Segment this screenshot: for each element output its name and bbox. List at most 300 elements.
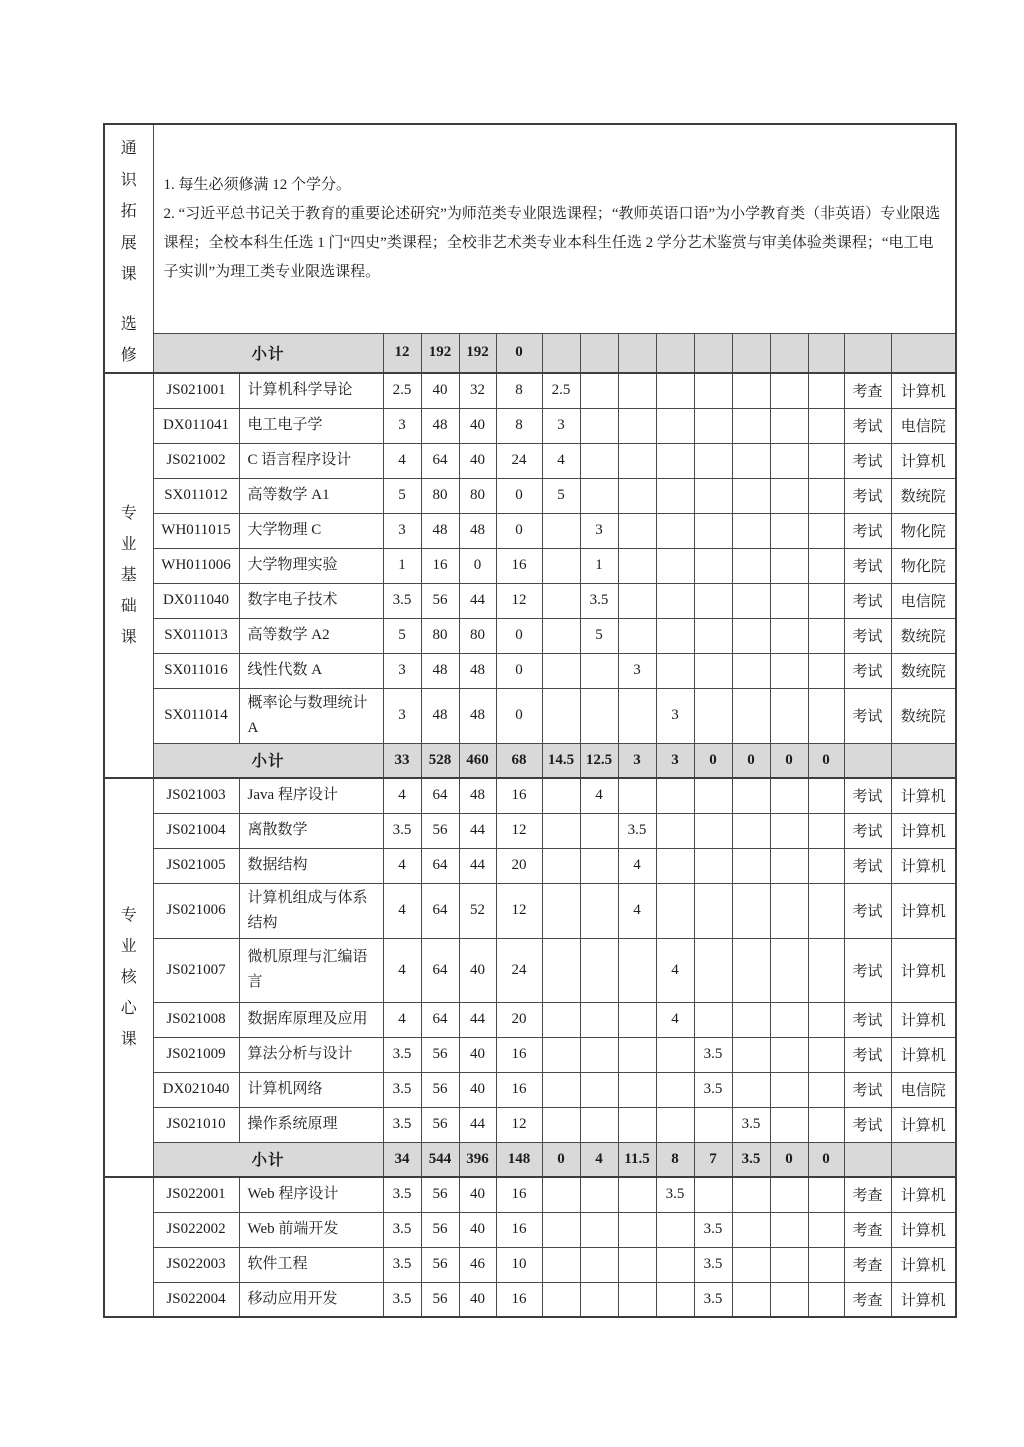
assessment-method: 考查 bbox=[844, 1282, 891, 1317]
subtotal-theory-hours: 460 bbox=[459, 743, 496, 778]
course-name: 数据库原理及应用 bbox=[239, 1002, 383, 1037]
credits: 4 bbox=[383, 443, 421, 478]
offering-unit: 计算机 bbox=[891, 1037, 956, 1072]
semester-3: 4 bbox=[618, 883, 656, 938]
semester-5 bbox=[694, 848, 732, 883]
total-hours: 56 bbox=[421, 1037, 459, 1072]
course-code: SX011013 bbox=[153, 618, 239, 653]
semester-5 bbox=[694, 778, 732, 813]
semester-5 bbox=[694, 1002, 732, 1037]
semester-2 bbox=[580, 1212, 618, 1247]
semester-4 bbox=[656, 548, 694, 583]
total-hours: 80 bbox=[421, 478, 459, 513]
semester-1 bbox=[542, 883, 580, 938]
lab-hours: 16 bbox=[496, 1212, 542, 1247]
notes-cell bbox=[153, 124, 956, 333]
semester-3 bbox=[618, 1212, 656, 1247]
semester-4 bbox=[656, 618, 694, 653]
semester-2 bbox=[580, 408, 618, 443]
semester-2: 4 bbox=[580, 778, 618, 813]
subtotal-semester-4: 8 bbox=[656, 1142, 694, 1177]
subtotal-semester-5: 0 bbox=[694, 743, 732, 778]
semester-4: 3 bbox=[656, 688, 694, 743]
subtotal-semester-5 bbox=[694, 333, 732, 373]
course-name: 概率论与数理统计A bbox=[239, 688, 383, 743]
subtotal-credits: 12 bbox=[383, 333, 421, 373]
semester-6 bbox=[732, 653, 770, 688]
semester-2 bbox=[580, 1282, 618, 1317]
semester-2 bbox=[580, 1072, 618, 1107]
category-char: 业 bbox=[120, 536, 137, 553]
semester-4 bbox=[656, 813, 694, 848]
subtotal-semester-8 bbox=[808, 333, 844, 373]
course-name: 计算机科学导论 bbox=[239, 373, 383, 408]
semester-2: 3.5 bbox=[580, 583, 618, 618]
offering-unit: 计算机 bbox=[891, 373, 956, 408]
assessment-method: 考试 bbox=[844, 813, 891, 848]
semester-6 bbox=[732, 513, 770, 548]
course-code: SX011016 bbox=[153, 653, 239, 688]
semester-4 bbox=[656, 653, 694, 688]
theory-hours: 44 bbox=[459, 1107, 496, 1142]
semester-5 bbox=[694, 373, 732, 408]
semester-7 bbox=[770, 1247, 808, 1282]
semester-4 bbox=[656, 443, 694, 478]
subtotal-unit bbox=[891, 333, 956, 373]
subtotal-semester-1: 0 bbox=[542, 1142, 580, 1177]
course-code: DX011040 bbox=[153, 583, 239, 618]
semester-5 bbox=[694, 618, 732, 653]
subtotal-theory-hours: 192 bbox=[459, 333, 496, 373]
category-char: 专 bbox=[120, 907, 137, 924]
total-hours: 56 bbox=[421, 1247, 459, 1282]
semester-8 bbox=[808, 1177, 844, 1212]
course-name: 线性代数 A bbox=[239, 653, 383, 688]
offering-unit: 物化院 bbox=[891, 513, 956, 548]
semester-6 bbox=[732, 548, 770, 583]
semester-6 bbox=[732, 583, 770, 618]
category-professional-core bbox=[104, 778, 153, 1177]
course-code: WH011006 bbox=[153, 548, 239, 583]
course-code: JS022001 bbox=[153, 1177, 239, 1212]
subtotal-assessment bbox=[844, 1142, 891, 1177]
theory-hours: 0 bbox=[459, 548, 496, 583]
semester-3 bbox=[618, 1072, 656, 1107]
semester-8 bbox=[808, 1282, 844, 1317]
semester-2: 5 bbox=[580, 618, 618, 653]
category-char: 修 bbox=[120, 347, 137, 365]
semester-6 bbox=[732, 1002, 770, 1037]
subtotal-unit bbox=[891, 743, 956, 778]
semester-6 bbox=[732, 883, 770, 938]
credits: 4 bbox=[383, 848, 421, 883]
category-char: 展 bbox=[120, 234, 137, 252]
semester-3 bbox=[618, 1002, 656, 1037]
semester-6 bbox=[732, 938, 770, 1002]
semester-7 bbox=[770, 1282, 808, 1317]
total-hours: 48 bbox=[421, 653, 459, 688]
semester-1 bbox=[542, 1282, 580, 1317]
assessment-method: 考试 bbox=[844, 848, 891, 883]
subtotal-semester-7: 0 bbox=[770, 743, 808, 778]
category-label-top bbox=[121, 133, 137, 291]
theory-hours: 52 bbox=[459, 883, 496, 938]
credits: 4 bbox=[383, 938, 421, 1002]
lab-hours: 0 bbox=[496, 653, 542, 688]
subtotal-label: 小计 bbox=[153, 743, 383, 778]
offering-unit: 计算机 bbox=[891, 938, 956, 1002]
offering-unit: 计算机 bbox=[891, 778, 956, 813]
credits: 5 bbox=[383, 618, 421, 653]
course-name: 计算机网络 bbox=[239, 1072, 383, 1107]
semester-2 bbox=[580, 1002, 618, 1037]
subtotal-semester-3 bbox=[618, 333, 656, 373]
course-name: 操作系统原理 bbox=[239, 1107, 383, 1142]
category-char: 基 bbox=[120, 567, 137, 584]
semester-8 bbox=[808, 848, 844, 883]
total-hours: 56 bbox=[421, 1212, 459, 1247]
semester-4: 4 bbox=[656, 938, 694, 1002]
lab-hours: 0 bbox=[496, 688, 542, 743]
semester-7 bbox=[770, 1212, 808, 1247]
total-hours: 64 bbox=[421, 778, 459, 813]
semester-2 bbox=[580, 1107, 618, 1142]
category-label-bottom bbox=[121, 309, 137, 372]
course-row bbox=[104, 1247, 956, 1282]
total-hours: 48 bbox=[421, 688, 459, 743]
semester-7 bbox=[770, 618, 808, 653]
curriculum-table bbox=[103, 123, 957, 1318]
course-row bbox=[104, 813, 956, 848]
semester-7 bbox=[770, 1002, 808, 1037]
semester-8 bbox=[808, 548, 844, 583]
subtotal-theory-hours: 396 bbox=[459, 1142, 496, 1177]
lab-hours: 12 bbox=[496, 883, 542, 938]
offering-unit: 计算机 bbox=[891, 1177, 956, 1212]
total-hours: 56 bbox=[421, 583, 459, 618]
category-vertical-label bbox=[105, 900, 153, 1055]
credits: 5 bbox=[383, 478, 421, 513]
subtotal-semester-4 bbox=[656, 333, 694, 373]
semester-2 bbox=[580, 1247, 618, 1282]
total-hours: 64 bbox=[421, 1002, 459, 1037]
semester-3 bbox=[618, 373, 656, 408]
credits: 4 bbox=[383, 778, 421, 813]
semester-8 bbox=[808, 653, 844, 688]
course-code: JS022004 bbox=[153, 1282, 239, 1317]
total-hours: 56 bbox=[421, 1282, 459, 1317]
credits: 3.5 bbox=[383, 1177, 421, 1212]
assessment-method: 考试 bbox=[844, 778, 891, 813]
lab-hours: 0 bbox=[496, 618, 542, 653]
course-code: JS022002 bbox=[153, 1212, 239, 1247]
course-row bbox=[104, 618, 956, 653]
semester-3: 3.5 bbox=[618, 813, 656, 848]
subtotal-total-hours: 544 bbox=[421, 1142, 459, 1177]
semester-7 bbox=[770, 1107, 808, 1142]
semester-1 bbox=[542, 1002, 580, 1037]
semester-3 bbox=[618, 618, 656, 653]
course-name: 大学物理实验 bbox=[239, 548, 383, 583]
semester-4 bbox=[656, 408, 694, 443]
semester-7 bbox=[770, 1072, 808, 1107]
semester-4 bbox=[656, 373, 694, 408]
assessment-method: 考试 bbox=[844, 513, 891, 548]
total-hours: 48 bbox=[421, 513, 459, 548]
total-hours: 56 bbox=[421, 813, 459, 848]
semester-8 bbox=[808, 938, 844, 1002]
semester-2 bbox=[580, 443, 618, 478]
lab-hours: 20 bbox=[496, 848, 542, 883]
semester-6: 3.5 bbox=[732, 1107, 770, 1142]
semester-1 bbox=[542, 1072, 580, 1107]
semester-5: 3.5 bbox=[694, 1212, 732, 1247]
category-char: 通 bbox=[120, 140, 137, 158]
semester-2 bbox=[580, 938, 618, 1002]
semester-8 bbox=[808, 688, 844, 743]
semester-2: 1 bbox=[580, 548, 618, 583]
semester-8 bbox=[808, 1212, 844, 1247]
category-professional-foundation bbox=[104, 373, 153, 778]
assessment-method: 考试 bbox=[844, 443, 891, 478]
semester-2 bbox=[580, 478, 618, 513]
semester-7 bbox=[770, 1177, 808, 1212]
semester-6 bbox=[732, 373, 770, 408]
category-char: 础 bbox=[120, 598, 137, 615]
semester-5 bbox=[694, 478, 732, 513]
semester-5 bbox=[694, 548, 732, 583]
lab-hours: 8 bbox=[496, 408, 542, 443]
semester-1 bbox=[542, 1247, 580, 1282]
semester-3 bbox=[618, 478, 656, 513]
subtotal-semester-3: 11.5 bbox=[618, 1142, 656, 1177]
credits: 3.5 bbox=[383, 813, 421, 848]
semester-7 bbox=[770, 653, 808, 688]
semester-5: 3.5 bbox=[694, 1282, 732, 1317]
category-char: 心 bbox=[120, 1000, 137, 1017]
semester-1 bbox=[542, 1212, 580, 1247]
semester-4 bbox=[656, 1072, 694, 1107]
subtotal-semester-8: 0 bbox=[808, 1142, 844, 1177]
category-general-elective bbox=[104, 124, 153, 373]
course-name: 移动应用开发 bbox=[239, 1282, 383, 1317]
lab-hours: 16 bbox=[496, 1282, 542, 1317]
theory-hours: 40 bbox=[459, 1212, 496, 1247]
credits: 4 bbox=[383, 1002, 421, 1037]
course-row bbox=[104, 1212, 956, 1247]
section-professional-elective bbox=[104, 1177, 956, 1317]
course-name: 数字电子技术 bbox=[239, 583, 383, 618]
semester-7 bbox=[770, 583, 808, 618]
subtotal-unit bbox=[891, 1142, 956, 1177]
assessment-method: 考试 bbox=[844, 1072, 891, 1107]
semester-6 bbox=[732, 1282, 770, 1317]
course-row bbox=[104, 848, 956, 883]
semester-2 bbox=[580, 688, 618, 743]
category-char: 课 bbox=[120, 629, 137, 646]
semester-5: 3.5 bbox=[694, 1072, 732, 1107]
semester-6 bbox=[732, 1037, 770, 1072]
semester-5 bbox=[694, 513, 732, 548]
subtotal-lab-hours: 0 bbox=[496, 333, 542, 373]
lab-hours: 16 bbox=[496, 1037, 542, 1072]
semester-3 bbox=[618, 1282, 656, 1317]
semester-5 bbox=[694, 688, 732, 743]
subtotal-row bbox=[104, 1142, 956, 1177]
offering-unit: 计算机 bbox=[891, 1002, 956, 1037]
subtotal-credits: 33 bbox=[383, 743, 421, 778]
semester-8 bbox=[808, 1247, 844, 1282]
course-name: 算法分析与设计 bbox=[239, 1037, 383, 1072]
assessment-method: 考试 bbox=[844, 938, 891, 1002]
course-code: JS021002 bbox=[153, 443, 239, 478]
lab-hours: 0 bbox=[496, 478, 542, 513]
credits: 2.5 bbox=[383, 373, 421, 408]
course-row bbox=[104, 443, 956, 478]
lab-hours: 8 bbox=[496, 373, 542, 408]
total-hours: 56 bbox=[421, 1177, 459, 1212]
semester-6 bbox=[732, 1212, 770, 1247]
course-name: 离散数学 bbox=[239, 813, 383, 848]
semester-7 bbox=[770, 813, 808, 848]
subtotal-row bbox=[104, 333, 956, 373]
offering-unit: 数统院 bbox=[891, 688, 956, 743]
theory-hours: 40 bbox=[459, 1037, 496, 1072]
semester-1 bbox=[542, 1107, 580, 1142]
theory-hours: 46 bbox=[459, 1247, 496, 1282]
course-code: JS022003 bbox=[153, 1247, 239, 1282]
category-char: 业 bbox=[120, 938, 137, 955]
semester-7 bbox=[770, 373, 808, 408]
semester-8 bbox=[808, 778, 844, 813]
semester-8 bbox=[808, 883, 844, 938]
assessment-method: 考查 bbox=[844, 1212, 891, 1247]
semester-1 bbox=[542, 848, 580, 883]
assessment-method: 考试 bbox=[844, 1107, 891, 1142]
semester-1 bbox=[542, 653, 580, 688]
subtotal-label: 小计 bbox=[153, 333, 383, 373]
semester-4: 4 bbox=[656, 1002, 694, 1037]
semester-3 bbox=[618, 688, 656, 743]
offering-unit: 计算机 bbox=[891, 443, 956, 478]
semester-7 bbox=[770, 443, 808, 478]
semester-1 bbox=[542, 1177, 580, 1212]
theory-hours: 40 bbox=[459, 408, 496, 443]
semester-5 bbox=[694, 883, 732, 938]
course-row bbox=[104, 1072, 956, 1107]
total-hours: 40 bbox=[421, 373, 459, 408]
category-char: 课 bbox=[120, 266, 137, 284]
assessment-method: 考试 bbox=[844, 1037, 891, 1072]
credits: 3 bbox=[383, 653, 421, 688]
assessment-method: 考试 bbox=[844, 618, 891, 653]
semester-4: 3.5 bbox=[656, 1177, 694, 1212]
course-row bbox=[104, 688, 956, 743]
offering-unit: 计算机 bbox=[891, 1282, 956, 1317]
theory-hours: 48 bbox=[459, 688, 496, 743]
subtotal-semester-2: 12.5 bbox=[580, 743, 618, 778]
lab-hours: 24 bbox=[496, 938, 542, 1002]
semester-6 bbox=[732, 848, 770, 883]
course-row bbox=[104, 653, 956, 688]
semester-8 bbox=[808, 478, 844, 513]
category-char: 拓 bbox=[120, 203, 137, 221]
course-row bbox=[104, 1282, 956, 1317]
semester-6 bbox=[732, 408, 770, 443]
semester-6 bbox=[732, 688, 770, 743]
semester-5 bbox=[694, 1177, 732, 1212]
semester-1 bbox=[542, 1037, 580, 1072]
assessment-method: 考查 bbox=[844, 1177, 891, 1212]
offering-unit: 数统院 bbox=[891, 478, 956, 513]
semester-4 bbox=[656, 778, 694, 813]
theory-hours: 44 bbox=[459, 813, 496, 848]
course-row bbox=[104, 883, 956, 938]
course-code: JS021007 bbox=[153, 938, 239, 1002]
theory-hours: 48 bbox=[459, 513, 496, 548]
lab-hours: 12 bbox=[496, 583, 542, 618]
assessment-method: 考试 bbox=[844, 688, 891, 743]
offering-unit: 物化院 bbox=[891, 548, 956, 583]
offering-unit: 计算机 bbox=[891, 1212, 956, 1247]
semester-3: 4 bbox=[618, 848, 656, 883]
semester-8 bbox=[808, 513, 844, 548]
credits: 3.5 bbox=[383, 1282, 421, 1317]
semester-1 bbox=[542, 583, 580, 618]
semester-4 bbox=[656, 1107, 694, 1142]
course-row bbox=[104, 408, 956, 443]
course-row bbox=[104, 1002, 956, 1037]
assessment-method: 考试 bbox=[844, 583, 891, 618]
semester-6 bbox=[732, 1177, 770, 1212]
credits: 1 bbox=[383, 548, 421, 583]
semester-3 bbox=[618, 1037, 656, 1072]
course-name: Web 程序设计 bbox=[239, 1177, 383, 1212]
category-char: 专 bbox=[120, 505, 137, 522]
theory-hours: 40 bbox=[459, 938, 496, 1002]
offering-unit: 计算机 bbox=[891, 813, 956, 848]
semester-5: 3.5 bbox=[694, 1247, 732, 1282]
semester-2 bbox=[580, 373, 618, 408]
course-row bbox=[104, 478, 956, 513]
semester-7 bbox=[770, 883, 808, 938]
subtotal-semester-1: 14.5 bbox=[542, 743, 580, 778]
category-char: 识 bbox=[120, 171, 137, 189]
semester-5: 3.5 bbox=[694, 1037, 732, 1072]
semester-2: 3 bbox=[580, 513, 618, 548]
semester-3 bbox=[618, 408, 656, 443]
semester-2 bbox=[580, 848, 618, 883]
semester-1: 4 bbox=[542, 443, 580, 478]
assessment-method: 考试 bbox=[844, 653, 891, 688]
theory-hours: 40 bbox=[459, 443, 496, 478]
lab-hours: 16 bbox=[496, 778, 542, 813]
course-row bbox=[104, 1177, 956, 1212]
semester-5 bbox=[694, 653, 732, 688]
assessment-method: 考试 bbox=[844, 408, 891, 443]
semester-7 bbox=[770, 1037, 808, 1072]
lab-hours: 16 bbox=[496, 1177, 542, 1212]
course-code: JS021004 bbox=[153, 813, 239, 848]
course-code: SX011014 bbox=[153, 688, 239, 743]
note-2: 2. “习近平总书记关于教育的重要论述研究”为师范类专业限选课程；“教师英语口语”为小学教育类（非英语）专业限选课程；全校本科生任选 1 门“四史”类课程；全校非艺术类专业本科生任选 2 学分艺术鉴赏与审美体验类课程；“电工电子实训”为理工类专业限选课程。 bbox=[163, 205, 941, 280]
offering-unit: 计算机 bbox=[891, 883, 956, 938]
subtotal-row bbox=[104, 743, 956, 778]
course-name: Web 前端开发 bbox=[239, 1212, 383, 1247]
semester-4 bbox=[656, 478, 694, 513]
lab-hours: 0 bbox=[496, 513, 542, 548]
semester-1: 2.5 bbox=[542, 373, 580, 408]
